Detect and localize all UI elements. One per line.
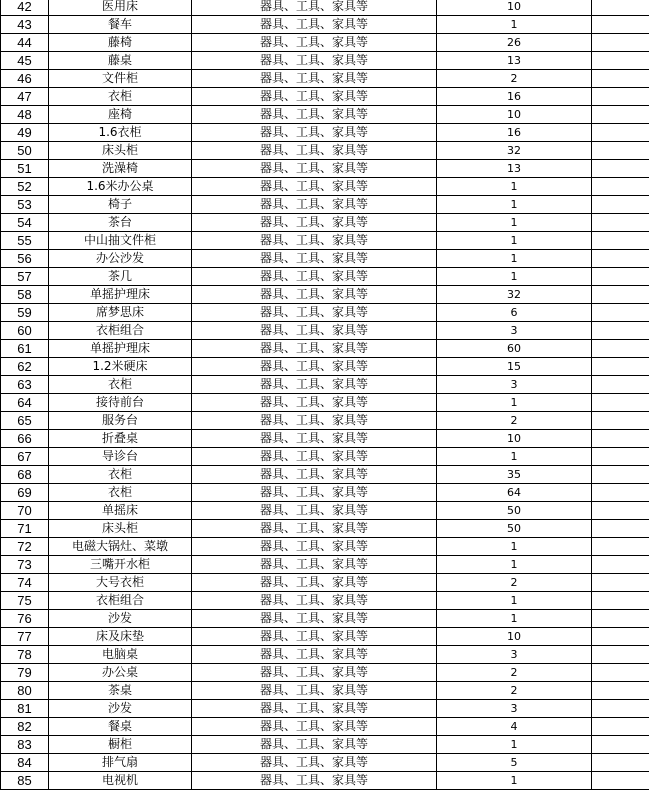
category-cell[interactable]: 器具、工具、家具等: [192, 394, 437, 412]
item-name-cell[interactable]: 衣柜: [49, 88, 192, 106]
category-cell[interactable]: 器具、工具、家具等: [192, 286, 437, 304]
row-number-cell[interactable]: 66: [1, 430, 49, 448]
table-row[interactable]: [1, 196, 649, 214]
empty-cell[interactable]: [592, 322, 649, 340]
table-row[interactable]: [1, 340, 649, 358]
table-row[interactable]: [1, 124, 649, 142]
item-name-cell[interactable]: 椅子: [49, 196, 192, 214]
table-row[interactable]: [1, 268, 649, 286]
table-row[interactable]: [1, 160, 649, 178]
quantity-cell[interactable]: 3: [437, 646, 592, 664]
table-row[interactable]: [1, 304, 649, 322]
empty-cell[interactable]: [592, 268, 649, 286]
empty-cell[interactable]: [592, 106, 649, 124]
table-row[interactable]: [1, 34, 649, 52]
category-cell[interactable]: 器具、工具、家具等: [192, 754, 437, 772]
table-row[interactable]: [1, 502, 649, 520]
table-row[interactable]: [1, 520, 649, 538]
item-name-cell[interactable]: 藤椅: [49, 34, 192, 52]
table-row[interactable]: [1, 0, 649, 16]
category-cell[interactable]: 器具、工具、家具等: [192, 0, 437, 16]
item-name-cell[interactable]: 床及床垫: [49, 628, 192, 646]
empty-cell[interactable]: [592, 286, 649, 304]
row-number-cell[interactable]: 78: [1, 646, 49, 664]
empty-cell[interactable]: [592, 232, 649, 250]
row-number-cell[interactable]: 54: [1, 214, 49, 232]
item-name-cell[interactable]: 1.6衣柜: [49, 124, 192, 142]
quantity-cell[interactable]: 2: [437, 412, 592, 430]
table-row[interactable]: [1, 700, 649, 718]
table-row[interactable]: [1, 736, 649, 754]
table-row[interactable]: [1, 232, 649, 250]
item-name-cell[interactable]: 席梦思床: [49, 304, 192, 322]
table-row[interactable]: [1, 754, 649, 772]
quantity-cell[interactable]: 2: [437, 574, 592, 592]
quantity-cell[interactable]: 2: [437, 70, 592, 88]
table-row[interactable]: [1, 214, 649, 232]
row-number-cell[interactable]: 76: [1, 610, 49, 628]
category-cell[interactable]: 器具、工具、家具等: [192, 88, 437, 106]
quantity-cell[interactable]: 1: [437, 232, 592, 250]
category-cell[interactable]: 器具、工具、家具等: [192, 682, 437, 700]
item-name-cell[interactable]: 餐车: [49, 16, 192, 34]
item-name-cell[interactable]: 三嘴开水柜: [49, 556, 192, 574]
quantity-cell[interactable]: 1: [437, 394, 592, 412]
table-row[interactable]: [1, 592, 649, 610]
category-cell[interactable]: 器具、工具、家具等: [192, 70, 437, 88]
item-name-cell[interactable]: 衣柜: [49, 466, 192, 484]
row-number-cell[interactable]: 82: [1, 718, 49, 736]
empty-cell[interactable]: [592, 304, 649, 322]
table-row[interactable]: [1, 412, 649, 430]
quantity-cell[interactable]: 1: [437, 736, 592, 754]
category-cell[interactable]: 器具、工具、家具等: [192, 250, 437, 268]
table-row[interactable]: [1, 322, 649, 340]
empty-cell[interactable]: [592, 502, 649, 520]
empty-cell[interactable]: [592, 214, 649, 232]
category-cell[interactable]: 器具、工具、家具等: [192, 556, 437, 574]
quantity-cell[interactable]: 10: [437, 0, 592, 16]
category-cell[interactable]: 器具、工具、家具等: [192, 268, 437, 286]
empty-cell[interactable]: [592, 430, 649, 448]
category-cell[interactable]: 器具、工具、家具等: [192, 178, 437, 196]
category-cell[interactable]: 器具、工具、家具等: [192, 106, 437, 124]
item-name-cell[interactable]: 茶台: [49, 214, 192, 232]
item-name-cell[interactable]: 茶几: [49, 268, 192, 286]
empty-cell[interactable]: [592, 592, 649, 610]
row-number-cell[interactable]: 81: [1, 700, 49, 718]
category-cell[interactable]: 器具、工具、家具等: [192, 718, 437, 736]
category-cell[interactable]: 器具、工具、家具等: [192, 502, 437, 520]
category-cell[interactable]: 器具、工具、家具等: [192, 322, 437, 340]
row-number-cell[interactable]: 71: [1, 520, 49, 538]
item-name-cell[interactable]: 床头柜: [49, 520, 192, 538]
category-cell[interactable]: 器具、工具、家具等: [192, 646, 437, 664]
category-cell[interactable]: 器具、工具、家具等: [192, 376, 437, 394]
item-name-cell[interactable]: 衣柜: [49, 484, 192, 502]
empty-cell[interactable]: [592, 646, 649, 664]
table-row[interactable]: [1, 682, 649, 700]
table-row[interactable]: [1, 664, 649, 682]
empty-cell[interactable]: [592, 682, 649, 700]
item-name-cell[interactable]: 橱柜: [49, 736, 192, 754]
table-row[interactable]: [1, 250, 649, 268]
table-row[interactable]: [1, 52, 649, 70]
empty-cell[interactable]: [592, 250, 649, 268]
empty-cell[interactable]: [592, 484, 649, 502]
quantity-cell[interactable]: 64: [437, 484, 592, 502]
row-number-cell[interactable]: 59: [1, 304, 49, 322]
empty-cell[interactable]: [592, 556, 649, 574]
item-name-cell[interactable]: 沙发: [49, 610, 192, 628]
category-cell[interactable]: 器具、工具、家具等: [192, 124, 437, 142]
row-number-cell[interactable]: 49: [1, 124, 49, 142]
table-row[interactable]: [1, 556, 649, 574]
quantity-cell[interactable]: 3: [437, 376, 592, 394]
item-name-cell[interactable]: 电视机: [49, 772, 192, 790]
item-name-cell[interactable]: 座椅: [49, 106, 192, 124]
asset-table-body: [1, 0, 649, 790]
table-row[interactable]: [1, 466, 649, 484]
empty-cell[interactable]: [592, 664, 649, 682]
item-name-cell[interactable]: 单摇护理床: [49, 286, 192, 304]
table-row[interactable]: [1, 142, 649, 160]
category-cell[interactable]: 器具、工具、家具等: [192, 214, 437, 232]
row-number-cell[interactable]: 50: [1, 142, 49, 160]
table-row[interactable]: [1, 772, 649, 790]
row-number-cell[interactable]: 73: [1, 556, 49, 574]
table-row[interactable]: [1, 646, 649, 664]
category-cell[interactable]: 器具、工具、家具等: [192, 484, 437, 502]
empty-cell[interactable]: [592, 178, 649, 196]
row-number-cell[interactable]: 74: [1, 574, 49, 592]
empty-cell[interactable]: [592, 448, 649, 466]
category-cell[interactable]: 器具、工具、家具等: [192, 736, 437, 754]
quantity-cell[interactable]: 50: [437, 520, 592, 538]
category-cell[interactable]: 器具、工具、家具等: [192, 466, 437, 484]
empty-cell[interactable]: [592, 394, 649, 412]
row-number-cell[interactable]: 58: [1, 286, 49, 304]
quantity-cell[interactable]: 6: [437, 304, 592, 322]
row-number-cell[interactable]: 83: [1, 736, 49, 754]
table-row[interactable]: [1, 448, 649, 466]
quantity-cell[interactable]: 1: [437, 592, 592, 610]
quantity-cell[interactable]: 1: [437, 250, 592, 268]
quantity-cell[interactable]: 15: [437, 358, 592, 376]
item-name-cell[interactable]: 医用床: [49, 0, 192, 16]
quantity-cell[interactable]: 1: [437, 196, 592, 214]
empty-cell[interactable]: [592, 16, 649, 34]
row-number-cell[interactable]: 56: [1, 250, 49, 268]
item-name-cell[interactable]: 办公沙发: [49, 250, 192, 268]
row-number-cell[interactable]: 47: [1, 88, 49, 106]
row-number-cell[interactable]: 64: [1, 394, 49, 412]
item-name-cell[interactable]: 接待前台: [49, 394, 192, 412]
table-row[interactable]: [1, 610, 649, 628]
category-cell[interactable]: 器具、工具、家具等: [192, 700, 437, 718]
quantity-cell[interactable]: 2: [437, 664, 592, 682]
table-row[interactable]: [1, 106, 649, 124]
quantity-cell[interactable]: 1: [437, 214, 592, 232]
item-name-cell[interactable]: 床头柜: [49, 142, 192, 160]
row-number-cell[interactable]: 44: [1, 34, 49, 52]
quantity-cell[interactable]: 3: [437, 322, 592, 340]
category-cell[interactable]: 器具、工具、家具等: [192, 340, 437, 358]
table-row[interactable]: [1, 178, 649, 196]
table-row[interactable]: [1, 628, 649, 646]
quantity-cell[interactable]: 10: [437, 430, 592, 448]
item-name-cell[interactable]: 电磁大锅灶、菜墩: [49, 538, 192, 556]
row-number-cell[interactable]: 72: [1, 538, 49, 556]
row-number-cell[interactable]: 51: [1, 160, 49, 178]
row-number-cell[interactable]: 70: [1, 502, 49, 520]
empty-cell[interactable]: [592, 88, 649, 106]
quantity-cell[interactable]: 60: [437, 340, 592, 358]
category-cell[interactable]: 器具、工具、家具等: [192, 412, 437, 430]
empty-cell[interactable]: [592, 0, 649, 16]
row-number-cell[interactable]: 67: [1, 448, 49, 466]
item-name-cell[interactable]: 1.2米硬床: [49, 358, 192, 376]
quantity-cell[interactable]: 1: [437, 448, 592, 466]
empty-cell[interactable]: [592, 574, 649, 592]
empty-cell[interactable]: [592, 70, 649, 88]
item-name-cell[interactable]: 衣柜: [49, 376, 192, 394]
row-number-cell[interactable]: 69: [1, 484, 49, 502]
quantity-cell[interactable]: 32: [437, 286, 592, 304]
table-row[interactable]: [1, 718, 649, 736]
row-number-cell[interactable]: 55: [1, 232, 49, 250]
item-name-cell[interactable]: 文件柜: [49, 70, 192, 88]
quantity-cell[interactable]: 50: [437, 502, 592, 520]
category-cell[interactable]: 器具、工具、家具等: [192, 304, 437, 322]
empty-cell[interactable]: [592, 34, 649, 52]
row-number-cell[interactable]: 84: [1, 754, 49, 772]
quantity-cell[interactable]: 16: [437, 124, 592, 142]
quantity-cell[interactable]: 1: [437, 178, 592, 196]
empty-cell[interactable]: [592, 52, 649, 70]
row-number-cell[interactable]: 77: [1, 628, 49, 646]
quantity-cell[interactable]: 10: [437, 106, 592, 124]
item-name-cell[interactable]: 办公桌: [49, 664, 192, 682]
category-cell[interactable]: 器具、工具、家具等: [192, 358, 437, 376]
quantity-cell[interactable]: 32: [437, 142, 592, 160]
row-number-cell[interactable]: 46: [1, 70, 49, 88]
quantity-cell[interactable]: 3: [437, 700, 592, 718]
row-number-cell[interactable]: 63: [1, 376, 49, 394]
empty-cell[interactable]: [592, 520, 649, 538]
empty-cell[interactable]: [592, 160, 649, 178]
empty-cell[interactable]: [592, 466, 649, 484]
row-number-cell[interactable]: 85: [1, 772, 49, 790]
item-name-cell[interactable]: 单摇床: [49, 502, 192, 520]
table-row[interactable]: [1, 70, 649, 88]
empty-cell[interactable]: [592, 700, 649, 718]
item-name-cell[interactable]: 茶桌: [49, 682, 192, 700]
row-number-cell[interactable]: 43: [1, 16, 49, 34]
table-row[interactable]: [1, 358, 649, 376]
category-cell[interactable]: 器具、工具、家具等: [192, 628, 437, 646]
category-cell[interactable]: 器具、工具、家具等: [192, 160, 437, 178]
item-name-cell[interactable]: 沙发: [49, 700, 192, 718]
quantity-cell[interactable]: 26: [437, 34, 592, 52]
empty-cell[interactable]: [592, 772, 649, 790]
quantity-cell[interactable]: 1: [437, 16, 592, 34]
category-cell[interactable]: 器具、工具、家具等: [192, 34, 437, 52]
empty-cell[interactable]: [592, 412, 649, 430]
row-number-cell[interactable]: 42: [1, 0, 49, 16]
row-number-cell[interactable]: 79: [1, 664, 49, 682]
quantity-cell[interactable]: 5: [437, 754, 592, 772]
empty-cell[interactable]: [592, 376, 649, 394]
empty-cell[interactable]: [592, 628, 649, 646]
empty-cell[interactable]: [592, 340, 649, 358]
item-name-cell[interactable]: 餐桌: [49, 718, 192, 736]
row-number-cell[interactable]: 53: [1, 196, 49, 214]
empty-cell[interactable]: [592, 718, 649, 736]
table-row[interactable]: [1, 484, 649, 502]
category-cell[interactable]: 器具、工具、家具等: [192, 574, 437, 592]
row-number-cell[interactable]: 62: [1, 358, 49, 376]
empty-cell[interactable]: [592, 754, 649, 772]
row-number-cell[interactable]: 65: [1, 412, 49, 430]
item-name-cell[interactable]: 洗澡椅: [49, 160, 192, 178]
quantity-cell[interactable]: 1: [437, 610, 592, 628]
quantity-cell[interactable]: 1: [437, 556, 592, 574]
item-name-cell[interactable]: 排气扇: [49, 754, 192, 772]
item-name-cell[interactable]: 1.6米办公桌: [49, 178, 192, 196]
item-name-cell[interactable]: 藤桌: [49, 52, 192, 70]
category-cell[interactable]: 器具、工具、家具等: [192, 538, 437, 556]
item-name-cell[interactable]: 导诊台: [49, 448, 192, 466]
quantity-cell[interactable]: 13: [437, 52, 592, 70]
empty-cell[interactable]: [592, 358, 649, 376]
category-cell[interactable]: 器具、工具、家具等: [192, 196, 437, 214]
row-number-cell[interactable]: 61: [1, 340, 49, 358]
item-name-cell[interactable]: 衣柜组合: [49, 592, 192, 610]
category-cell[interactable]: 器具、工具、家具等: [192, 52, 437, 70]
table-row[interactable]: [1, 538, 649, 556]
empty-cell[interactable]: [592, 142, 649, 160]
item-name-cell[interactable]: 电脑桌: [49, 646, 192, 664]
category-cell[interactable]: 器具、工具、家具等: [192, 520, 437, 538]
empty-cell[interactable]: [592, 196, 649, 214]
row-number-cell[interactable]: 75: [1, 592, 49, 610]
quantity-cell[interactable]: 1: [437, 772, 592, 790]
item-name-cell[interactable]: 单摇护理床: [49, 340, 192, 358]
table-row[interactable]: [1, 376, 649, 394]
item-name-cell[interactable]: 大号衣柜: [49, 574, 192, 592]
quantity-cell[interactable]: 1: [437, 538, 592, 556]
table-row[interactable]: [1, 574, 649, 592]
quantity-cell[interactable]: 4: [437, 718, 592, 736]
empty-cell[interactable]: [592, 124, 649, 142]
item-name-cell[interactable]: 折叠桌: [49, 430, 192, 448]
table-row[interactable]: [1, 394, 649, 412]
row-number-cell[interactable]: 60: [1, 322, 49, 340]
row-number-cell[interactable]: 45: [1, 52, 49, 70]
table-row[interactable]: [1, 16, 649, 34]
quantity-cell[interactable]: 35: [437, 466, 592, 484]
category-cell[interactable]: 器具、工具、家具等: [192, 610, 437, 628]
category-cell[interactable]: 器具、工具、家具等: [192, 448, 437, 466]
empty-cell[interactable]: [592, 538, 649, 556]
row-number-cell[interactable]: 52: [1, 178, 49, 196]
quantity-cell[interactable]: 1: [437, 268, 592, 286]
quantity-cell[interactable]: 2: [437, 682, 592, 700]
category-cell[interactable]: 器具、工具、家具等: [192, 142, 437, 160]
row-number-cell[interactable]: 68: [1, 466, 49, 484]
quantity-cell[interactable]: 16: [437, 88, 592, 106]
category-cell[interactable]: 器具、工具、家具等: [192, 16, 437, 34]
category-cell[interactable]: 器具、工具、家具等: [192, 430, 437, 448]
item-name-cell[interactable]: 中山抽文件柜: [49, 232, 192, 250]
quantity-cell[interactable]: 13: [437, 160, 592, 178]
table-row[interactable]: [1, 430, 649, 448]
row-number-cell[interactable]: 57: [1, 268, 49, 286]
empty-cell[interactable]: [592, 736, 649, 754]
item-name-cell[interactable]: 服务台: [49, 412, 192, 430]
empty-cell[interactable]: [592, 610, 649, 628]
item-name-cell[interactable]: 衣柜组合: [49, 322, 192, 340]
category-cell[interactable]: 器具、工具、家具等: [192, 232, 437, 250]
row-number-cell[interactable]: 48: [1, 106, 49, 124]
row-number-cell[interactable]: 80: [1, 682, 49, 700]
table-row[interactable]: [1, 88, 649, 106]
category-cell[interactable]: 器具、工具、家具等: [192, 772, 437, 790]
table-row[interactable]: [1, 286, 649, 304]
category-cell[interactable]: 器具、工具、家具等: [192, 664, 437, 682]
quantity-cell[interactable]: 10: [437, 628, 592, 646]
category-cell[interactable]: 器具、工具、家具等: [192, 592, 437, 610]
